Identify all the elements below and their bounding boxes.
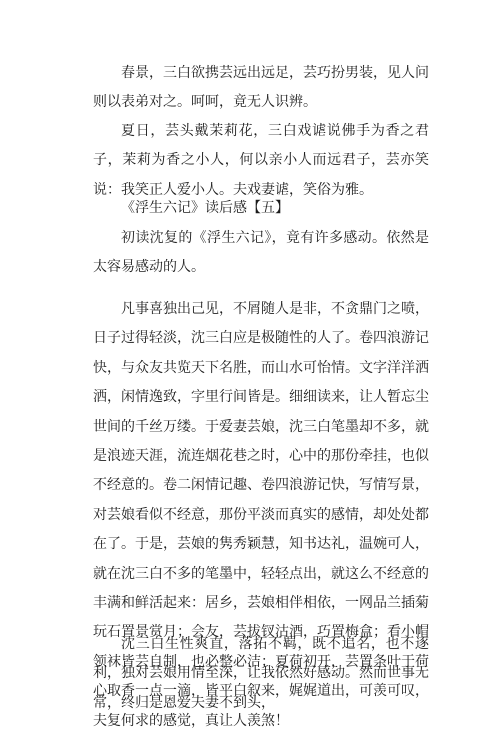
paragraph-closing bbox=[93, 630, 429, 718]
paragraph-text: 初读沈复的《浮生六记》，竟有许多感动。依然是太容易感动的人。 bbox=[93, 230, 429, 276]
paragraph-text: 春景，三白欲携芸远出远足，芸巧扮男装，见人问则以表弟对之。呵呵，竟无人识辨。 bbox=[93, 65, 429, 111]
section-heading: 《浮生六记》读后感【五】 bbox=[121, 200, 289, 216]
paragraph-text: 夏日，芸头戴茉莉花，三白戏谑说佛手为香之君子，茉莉为香之小人，何以亲小人而远君子，芸亦笑说：我笑正人爱小人。夫戏妻谑，笑俗为雅。 bbox=[93, 123, 429, 198]
paragraph-spring bbox=[93, 59, 429, 118]
paragraph-summer bbox=[93, 117, 429, 205]
paragraph-intro bbox=[93, 224, 429, 283]
paragraph-text: 凡事喜独出己见，不屑随人是非，不贪鼎门之喷，日子过得轻淡，沈三白应是极随性的人了。卷四浪游记快，与众友共览天下名胜，而山水可怡情。文字洋洋洒洒，闲情逸致，字里行间皆是。细细读来，让人暂忘尘世间的千丝万缕。于爱妻芸娘，沈三白笔墨却不多，就是浪迹天涯，流连烟花巷之时，心中的那份牵挂，也似不经意的。卷二闲情记趣、卷四浪游记快，写情写景，对芸娘看似不经意，那份平淡而真实的感情，却处处都在了。于是，芸娘的隽秀颖慧，知书达礼，温婉可人，就在沈三白不多的笔墨中，轻轻点出，就这么不经意的丰满和鲜活起来：居乡，芸娘相伴相依，一网品兰插菊玩石置景赏月；会友，芸拔钗沽酒，巧置梅盒；看小帽领袜皆芸自制，也必整必洁；夏荷初开，芸置条叶于荷心取香一点一滴，皆平白叙来，娓娓道出，可羡可叹，夫复何求的感觉，真让人羡煞！ bbox=[93, 301, 429, 729]
paragraph-text: 沈三白生性爽直，落拓不羁，既不追名，也不逐利，独对芸娘用情至深，让我依然好感动。然而世事无常，终归是恩爱夫妻不到头， bbox=[93, 636, 429, 711]
